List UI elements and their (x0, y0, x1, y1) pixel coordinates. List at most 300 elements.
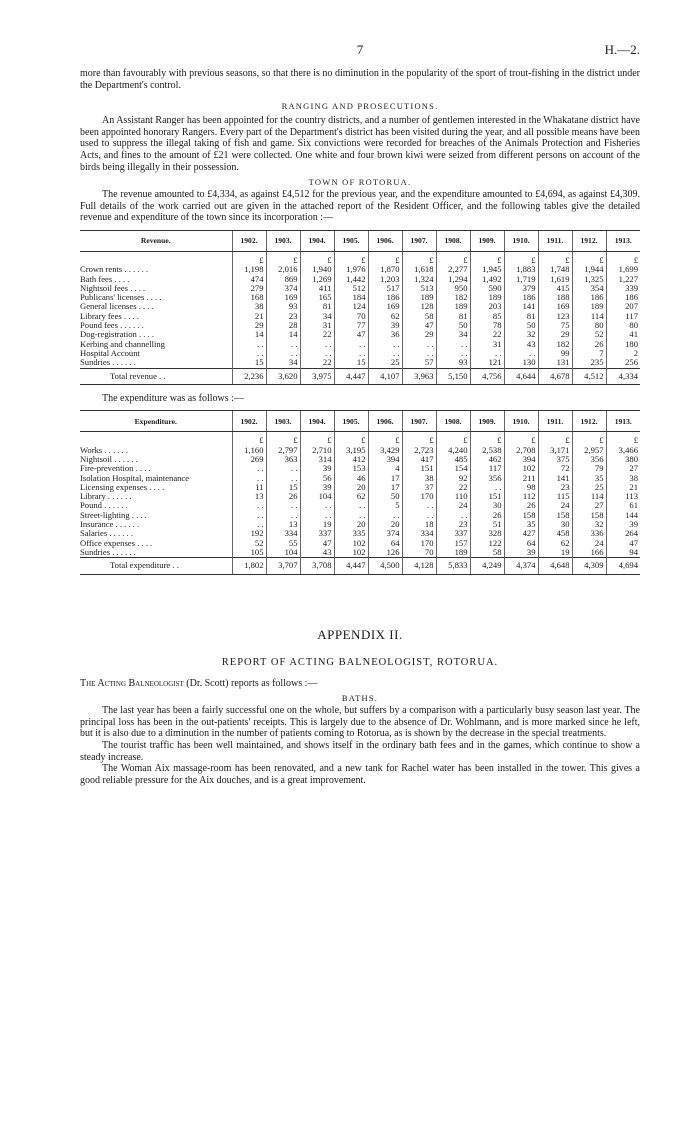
expenditure-cell: 20 (368, 520, 402, 529)
expenditure-cell: . . (232, 520, 266, 529)
expenditure-cell: 102 (334, 539, 368, 548)
revenue-cell: 256 (606, 358, 640, 368)
expenditure-cell: 336 (572, 529, 606, 538)
revenue-cell: 15 (334, 358, 368, 368)
revenue-cell: 117 (606, 312, 640, 321)
expenditure-year-header: 1908. (436, 411, 470, 432)
expenditure-cell: 19 (538, 548, 572, 558)
expenditure-cell: 112 (504, 492, 538, 501)
expenditure-cell: . . (300, 501, 334, 510)
expenditure-cell: 3,171 (538, 446, 572, 455)
expenditure-cell: 2,710 (300, 446, 334, 455)
expenditure-cell: 27 (606, 464, 640, 473)
expenditure-cell: 334 (266, 529, 300, 538)
expenditure-cell: . . (470, 483, 504, 492)
revenue-total-cell: 2,236 (232, 368, 266, 384)
revenue-cell: 517 (368, 284, 402, 293)
expenditure-cell: 24 (436, 501, 470, 510)
revenue-cell: 80 (606, 321, 640, 330)
expenditure-cell: 356 (470, 474, 504, 483)
expenditure-total-cell: 1,802 (232, 558, 266, 574)
expenditure-cell: 3,429 (368, 446, 402, 455)
expenditure-cell: 5 (368, 501, 402, 510)
expenditure-cell: 1,160 (232, 446, 266, 455)
revenue-cell: 189 (572, 302, 606, 311)
expenditure-cell: 4 (368, 464, 402, 473)
expenditure-cell: 72 (538, 464, 572, 473)
revenue-cell: . . (334, 349, 368, 358)
revenue-cell: 75 (538, 321, 572, 330)
revenue-cell: 1,324 (402, 275, 436, 284)
expenditure-total-cell: 4,500 (368, 558, 402, 574)
expenditure-cell: 52 (232, 539, 266, 548)
revenue-cell: 1,227 (606, 275, 640, 284)
expenditure-cell: . . (232, 464, 266, 473)
acting-balneologist-line (80, 678, 640, 690)
expenditure-cell: 13 (266, 520, 300, 529)
expenditure-cell: 335 (334, 529, 368, 538)
rotorua-heading: TOWN OF ROTORUA. (308, 177, 412, 188)
expenditure-cell: 47 (300, 539, 334, 548)
expenditure-cell: 211 (504, 474, 538, 483)
expenditure-cell: 2,797 (266, 446, 300, 455)
page-header (80, 42, 640, 64)
expenditure-cell: 337 (300, 529, 334, 538)
revenue-cell: 379 (504, 284, 538, 293)
expenditure-year-header: 1910. (504, 411, 538, 432)
expenditure-currency-symbol: £ (334, 432, 368, 446)
expenditure-cell: 15 (266, 483, 300, 492)
expenditure-cell: 115 (538, 492, 572, 501)
revenue-currency-symbol: £ (368, 251, 402, 265)
expenditure-cell: . . (266, 501, 300, 510)
revenue-cell: . . (232, 340, 266, 349)
intro-paragraph: more than favourably with previous seasons, so that there is no diminution in the popularity of the sport of trout-fishing in the district under the Department's control. (80, 68, 640, 91)
expenditure-cell: 141 (538, 474, 572, 483)
expenditure-cell: 102 (504, 464, 538, 473)
revenue-cell: 165 (300, 293, 334, 302)
revenue-cell: 34 (266, 358, 300, 368)
revenue-cell: . . (300, 349, 334, 358)
revenue-cell: 14 (266, 330, 300, 339)
revenue-cell: . . (402, 349, 436, 358)
expenditure-currency-row (80, 432, 640, 446)
revenue-cell: 2 (606, 349, 640, 358)
revenue-year-header: 1907. (402, 230, 436, 251)
revenue-cell: 121 (470, 358, 504, 368)
expenditure-currency-symbol: £ (606, 432, 640, 446)
revenue-cell: 26 (572, 340, 606, 349)
expenditure-year-header: 1912. (572, 411, 606, 432)
revenue-cell: 411 (300, 284, 334, 293)
expenditure-cell: 114 (572, 492, 606, 501)
expenditure-cell: 2,538 (470, 446, 504, 455)
expenditure-cell: 485 (436, 455, 470, 464)
revenue-cell: 1,442 (334, 275, 368, 284)
expenditure-cell: 412 (334, 455, 368, 464)
expenditure-table (80, 410, 640, 574)
revenue-total-cell: 3,963 (402, 368, 436, 384)
ranging-paragraph: An Assistant Ranger has been appointed for the country districts, and a number of gentlemen interested in the Whakatane district have been appointed honorary Rangers. Every part of the Department's district has been visited during the year, and all possible means have been used to suppress the illegal taking of fish and game. Six convictions were recorded for breaches of the Animals Protection and Fisheries Acts, and fines to the amount of £21 were collected. One white and four brown kiwi were seized from different persons on account of the birds being illegally in their possession. (80, 115, 640, 173)
expenditure-cell: 39 (300, 464, 334, 473)
appendix-title: APPENDIX II. (317, 626, 403, 642)
rotorua-paragraph: The revenue amounted to £4,334, as against £4,512 for the previous year, and the expenditure amounted to £4,694, as against £4,309. Full details of the work carried out are given in the attached report of the Resident Officer, and the following tables give the detailed revenue and expenditure of the town since its incorporation :— (80, 189, 640, 224)
revenue-cell: 1,940 (300, 265, 334, 274)
revenue-total-cell: 5,150 (436, 368, 470, 384)
expenditure-row-label: Office expenses . . . . (80, 537, 153, 548)
revenue-cell: 1,492 (470, 275, 504, 284)
revenue-cell: 50 (436, 321, 470, 330)
expenditure-total-cell: 4,447 (334, 558, 368, 574)
expenditure-cell: . . (266, 511, 300, 520)
revenue-cell: 31 (470, 340, 504, 349)
expenditure-cell: 20 (334, 483, 368, 492)
expenditure-cell: 64 (368, 539, 402, 548)
revenue-cell: 50 (504, 321, 538, 330)
revenue-cell: 339 (606, 284, 640, 293)
revenue-cell: 1,325 (572, 275, 606, 284)
expenditure-cell: 21 (606, 483, 640, 492)
revenue-row-label: Sundries . . . . . . (80, 357, 136, 368)
expenditure-cell: 126 (368, 548, 402, 558)
expenditure-cell: 328 (470, 529, 504, 538)
revenue-cell: 25 (368, 358, 402, 368)
revenue-cell: 235 (572, 358, 606, 368)
revenue-cell: 124 (334, 302, 368, 311)
expenditure-cell: 35 (504, 520, 538, 529)
revenue-cell: 1,269 (300, 275, 334, 284)
expenditure-cell: 458 (538, 529, 572, 538)
expenditure-cell: 58 (470, 548, 504, 558)
expenditure-year-header: 1911. (538, 411, 572, 432)
revenue-cell: 168 (232, 293, 266, 302)
revenue-cell: 186 (504, 293, 538, 302)
expenditure-total-cell: 4,309 (572, 558, 606, 574)
revenue-cell: 188 (538, 293, 572, 302)
revenue-cell: 43 (504, 340, 538, 349)
expenditure-cell: 170 (402, 492, 436, 501)
acting-label: The Acting Balneologist (80, 677, 184, 689)
expenditure-cell: 39 (606, 520, 640, 529)
revenue-cell: 99 (538, 349, 572, 358)
expenditure-year-header: 1905. (334, 411, 368, 432)
revenue-currency-symbol: £ (436, 251, 470, 265)
revenue-cell: 1,294 (436, 275, 470, 284)
revenue-cell: 1,203 (368, 275, 402, 284)
expenditure-cell: 17 (368, 483, 402, 492)
expenditure-year-header: 1904. (300, 411, 334, 432)
expenditure-cell: 356 (572, 455, 606, 464)
expenditure-cell: 363 (266, 455, 300, 464)
revenue-cell: 1,699 (606, 265, 640, 274)
expenditure-cell: 19 (300, 520, 334, 529)
revenue-cell: 354 (572, 284, 606, 293)
expenditure-total-label: Total expenditure . . (80, 558, 232, 574)
revenue-cell: 123 (538, 312, 572, 321)
expenditure-cell: 2,723 (402, 446, 436, 455)
expenditure-cell: 27 (572, 501, 606, 510)
expenditure-cell: 35 (572, 474, 606, 483)
expenditure-currency-symbol: £ (538, 432, 572, 446)
expenditure-cell: . . (402, 501, 436, 510)
revenue-cell: 1,945 (470, 265, 504, 274)
revenue-cell: 62 (368, 312, 402, 321)
revenue-cell: 22 (470, 330, 504, 339)
revenue-total-row (80, 368, 640, 384)
expenditure-cell: 26 (266, 492, 300, 501)
expenditure-cell: 24 (538, 501, 572, 510)
expenditure-cell: 105 (232, 548, 266, 558)
expenditure-total-cell: 5,833 (436, 558, 470, 574)
revenue-cell: 131 (538, 358, 572, 368)
revenue-cell: 184 (334, 293, 368, 302)
revenue-cell: 23 (266, 312, 300, 321)
expenditure-cell: 334 (402, 529, 436, 538)
expenditure-year-header: 1902. (232, 411, 266, 432)
revenue-cell: 2,016 (266, 265, 300, 274)
expenditure-cell: 38 (402, 474, 436, 483)
revenue-cell: 1,944 (572, 265, 606, 274)
revenue-cell: 36 (368, 330, 402, 339)
revenue-total-cell: 4,678 (538, 368, 572, 384)
expenditure-cell: . . (334, 501, 368, 510)
expenditure-year-header: 1907. (402, 411, 436, 432)
expenditure-row-label: Insurance . . . . . . (80, 519, 140, 530)
revenue-total-cell: 4,447 (334, 368, 368, 384)
revenue-year-header: 1910. (504, 230, 538, 251)
expenditure-cell: . . (334, 511, 368, 520)
expenditure-cell: 62 (538, 539, 572, 548)
revenue-currency-symbol: £ (538, 251, 572, 265)
expenditure-intro: The expenditure was as follows :— (102, 392, 244, 404)
revenue-year-header: 1904. (300, 230, 334, 251)
revenue-cell: 78 (470, 321, 504, 330)
expenditure-cell: 18 (402, 520, 436, 529)
revenue-cell: 39 (368, 321, 402, 330)
revenue-cell: 1,883 (504, 265, 538, 274)
expenditure-cell: 269 (232, 455, 266, 464)
expenditure-total-row (80, 558, 640, 574)
revenue-cell: . . (232, 349, 266, 358)
revenue-cell: 512 (334, 284, 368, 293)
expenditure-year-header: 1909. (470, 411, 504, 432)
expenditure-cell: 117 (470, 464, 504, 473)
revenue-currency-symbol: £ (470, 251, 504, 265)
revenue-year-header: 1911. (538, 230, 572, 251)
revenue-cell: 474 (232, 275, 266, 284)
report-title: REPORT OF ACTING BALNEOLOGIST, ROTORUA. (221, 656, 499, 668)
expenditure-row-label: Salaries . . . . . . (80, 528, 133, 539)
revenue-cell: 186 (572, 293, 606, 302)
revenue-cell: 21 (232, 312, 266, 321)
expenditure-cell: . . (402, 511, 436, 520)
expenditure-row-label: Isolation Hospital, maintenance (80, 472, 190, 483)
revenue-cell: 34 (300, 312, 334, 321)
revenue-cell: 169 (538, 302, 572, 311)
revenue-row-label: Library fees . . . . (80, 310, 139, 321)
expenditure-cell: 189 (436, 548, 470, 558)
document-page (80, 42, 640, 786)
expenditure-cell: 3,195 (334, 446, 368, 455)
expenditure-cell: 24 (572, 539, 606, 548)
revenue-cell: 279 (232, 284, 266, 293)
expenditure-cell: 314 (300, 455, 334, 464)
expenditure-cell: 153 (334, 464, 368, 473)
revenue-currency-symbol: £ (402, 251, 436, 265)
revenue-year-header: 1906. (368, 230, 402, 251)
expenditure-cell: . . (266, 464, 300, 473)
revenue-cell: 34 (436, 330, 470, 339)
expenditure-cell: 158 (538, 511, 572, 520)
expenditure-cell: 37 (402, 483, 436, 492)
expenditure-cell: 113 (606, 492, 640, 501)
expenditure-total-cell: 4,249 (470, 558, 504, 574)
revenue-cell: 869 (266, 275, 300, 284)
revenue-cell: . . (436, 349, 470, 358)
expenditure-row-label: Pound . . . . . . (80, 500, 128, 511)
revenue-row-label: Hospital Account (80, 347, 140, 358)
revenue-row-label: Bath fees . . . . (80, 273, 130, 284)
revenue-year-header: 1902. (232, 230, 266, 251)
revenue-row-label: Publicans' licenses . . . . (80, 292, 162, 303)
expenditure-currency-symbol: £ (402, 432, 436, 446)
expenditure-cell: 30 (538, 520, 572, 529)
revenue-total-cell: 4,644 (504, 368, 538, 384)
revenue-cell: 189 (402, 293, 436, 302)
expenditure-cell: 70 (402, 548, 436, 558)
revenue-row-label: Pound fees . . . . . . (80, 320, 144, 331)
expenditure-cell: 380 (606, 455, 640, 464)
expenditure-cell: 39 (504, 548, 538, 558)
expenditure-year-header: 1913. (606, 411, 640, 432)
revenue-currency-row (80, 251, 640, 265)
expenditure-cell: 64 (504, 539, 538, 548)
expenditure-row (80, 548, 640, 558)
expenditure-cell: 39 (300, 483, 334, 492)
revenue-cell: 2,277 (436, 265, 470, 274)
revenue-row-label: General licenses . . . . (80, 301, 154, 312)
expenditure-row-label: Street-lighting . . . . (80, 509, 147, 520)
expenditure-cell: 11 (232, 483, 266, 492)
expenditure-cell: 394 (368, 455, 402, 464)
revenue-cell: 22 (300, 358, 334, 368)
revenue-cell: 29 (232, 321, 266, 330)
revenue-cell: 182 (436, 293, 470, 302)
expenditure-total-cell: 4,648 (538, 558, 572, 574)
revenue-currency-symbol: £ (266, 251, 300, 265)
expenditure-cell: 374 (368, 529, 402, 538)
expenditure-currency-symbol: £ (300, 432, 334, 446)
expenditure-currency-symbol: £ (436, 432, 470, 446)
expenditure-row-label: Nightsoil . . . . . . (80, 453, 138, 464)
baths-heading: BATHS. (341, 693, 379, 704)
expenditure-row-label: Works . . . . . . (80, 444, 129, 455)
revenue-year-header: 1905. (334, 230, 368, 251)
revenue-year-header: 1913. (606, 230, 640, 251)
revenue-cell: 70 (334, 312, 368, 321)
expenditure-cell: 32 (572, 520, 606, 529)
revenue-cell: 93 (266, 302, 300, 311)
expenditure-cell: 92 (436, 474, 470, 483)
revenue-currency-symbol: £ (334, 251, 368, 265)
expenditure-cell: 104 (300, 492, 334, 501)
revenue-cell: 186 (368, 293, 402, 302)
expenditure-cell: 26 (504, 501, 538, 510)
revenue-cell: . . (470, 349, 504, 358)
revenue-year-header: 1908. (436, 230, 470, 251)
revenue-year-header: 1903. (266, 230, 300, 251)
expenditure-cell: 170 (402, 539, 436, 548)
revenue-currency-symbol: £ (606, 251, 640, 265)
revenue-cell: 1,719 (504, 275, 538, 284)
expenditure-cell: . . (300, 511, 334, 520)
revenue-cell: . . (368, 349, 402, 358)
expenditure-currency-symbol: £ (572, 432, 606, 446)
expenditure-cell: 417 (402, 455, 436, 464)
revenue-total-cell: 3,620 (266, 368, 300, 384)
revenue-cell: 169 (266, 293, 300, 302)
revenue-cell: 203 (470, 302, 504, 311)
revenue-currency-symbol: £ (504, 251, 538, 265)
revenue-total-label: Total revenue . . (80, 368, 232, 384)
revenue-cell: . . (300, 340, 334, 349)
revenue-cell: 28 (266, 321, 300, 330)
revenue-cell: 180 (606, 340, 640, 349)
revenue-cell: 186 (606, 293, 640, 302)
expenditure-currency-label (80, 432, 232, 446)
expenditure-cell: 98 (504, 483, 538, 492)
revenue-cell: 29 (538, 330, 572, 339)
revenue-cell: 590 (470, 284, 504, 293)
expenditure-label-header: Expenditure. (80, 411, 232, 432)
expenditure-cell: 79 (572, 464, 606, 473)
expenditure-cell: 56 (300, 474, 334, 483)
revenue-cell: 130 (504, 358, 538, 368)
revenue-cell: 128 (402, 302, 436, 311)
ranging-heading: RANGING AND PROSECUTIONS. (281, 101, 439, 112)
revenue-cell: 189 (470, 293, 504, 302)
baths-paragraph-2: The tourist traffic has been well maintained, and shows itself in the ordinary bath fees and in the games, which continue to show a steady increase. (80, 739, 640, 763)
revenue-currency-symbol: £ (300, 251, 334, 265)
revenue-cell: 14 (232, 330, 266, 339)
revenue-cell: 207 (606, 302, 640, 311)
expenditure-cell: 3,466 (606, 446, 640, 455)
expenditure-cell: 23 (538, 483, 572, 492)
baths-paragraph-3: The Woman Aix massage-room has been renovated, and a new tank for Rachel water has been installed in the tower. This gives a good reliable pressure for the Aix douches, and is a great improvement. (80, 763, 640, 786)
revenue-cell: 85 (470, 312, 504, 321)
revenue-total-cell: 4,512 (572, 368, 606, 384)
revenue-cell: 38 (232, 302, 266, 311)
revenue-cell: 189 (436, 302, 470, 311)
revenue-cell: 32 (504, 330, 538, 339)
revenue-cell: 58 (402, 312, 436, 321)
expenditure-row-label: Library . . . . . . (80, 491, 132, 502)
revenue-currency-symbol: £ (572, 251, 606, 265)
expenditure-cell: 166 (572, 548, 606, 558)
revenue-cell: 1,198 (232, 265, 266, 274)
expenditure-cell: 375 (538, 455, 572, 464)
revenue-cell: . . (334, 340, 368, 349)
expenditure-cell: 20 (334, 520, 368, 529)
expenditure-year-header: 1906. (368, 411, 402, 432)
revenue-row-label: Crown rents . . . . . . (80, 264, 149, 275)
expenditure-cell: 22 (436, 483, 470, 492)
expenditure-row-label: Licensing expenses . . . . (80, 481, 165, 492)
revenue-cell: . . (504, 349, 538, 358)
expenditure-cell: 2,708 (504, 446, 538, 455)
expenditure-currency-symbol: £ (470, 432, 504, 446)
expenditure-cell: . . (266, 474, 300, 483)
